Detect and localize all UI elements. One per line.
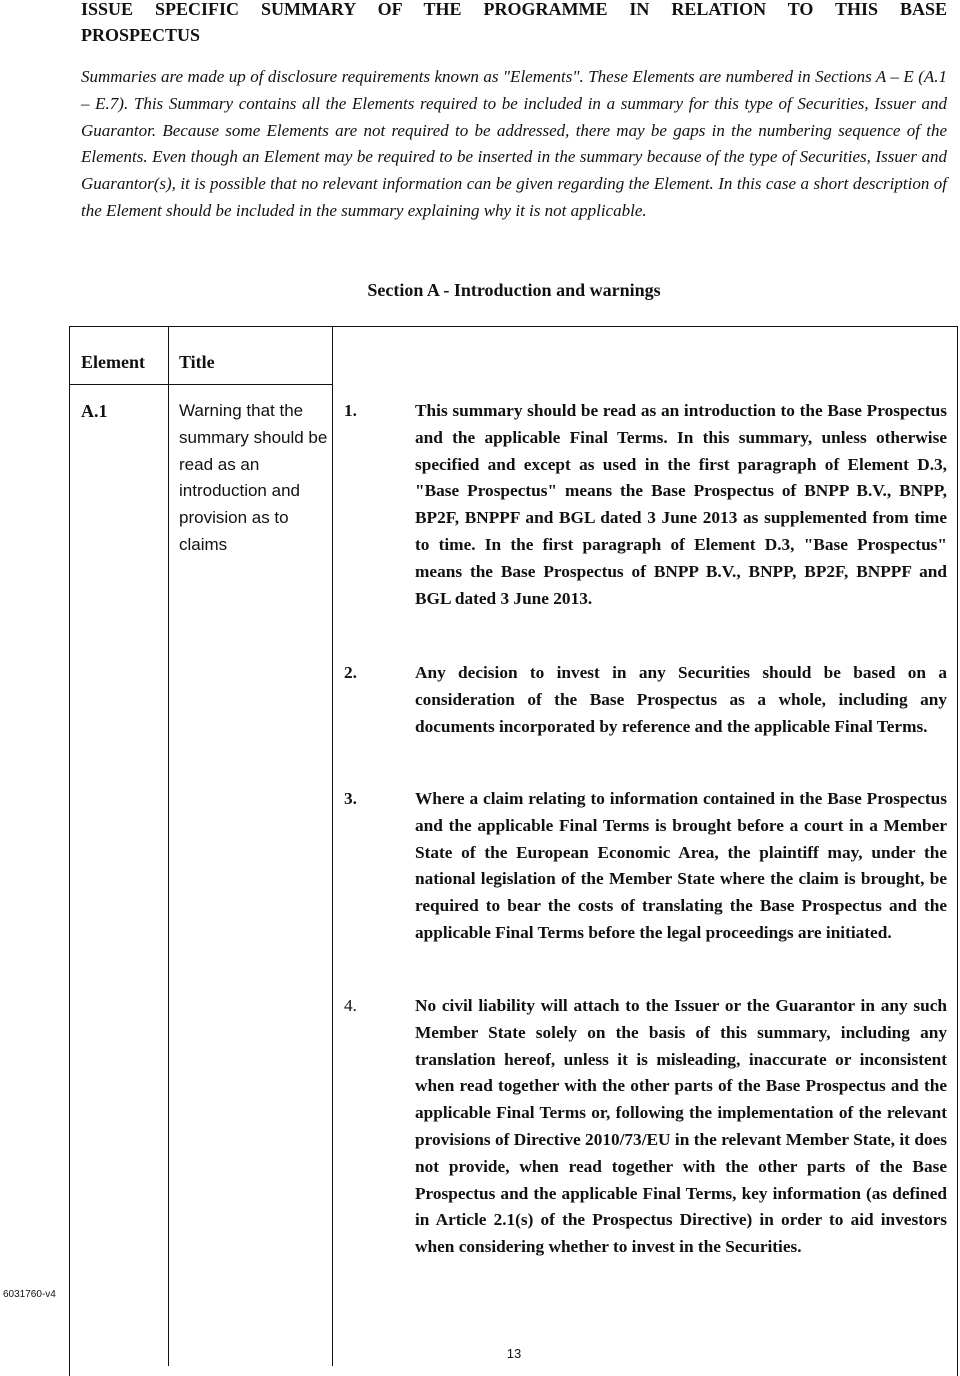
intro-italic-part-1: Summaries are made up of disclosure requirements known as "Elements". These Elements are numbered in Sections A – E (A.1 – E.7). This Summary contains all the Elements required to be included in a summary for this type of Securities, Issuer and Guarantor. Because some Elements are not required to be addressed, there may be gaps in the numbering sequence of the Elements. (81, 67, 947, 167)
item-number: 3. (344, 789, 357, 808)
table-header-rule (69, 384, 332, 385)
item-text: No civil liability will attach to the Issuer or the Guarantor in any such Member State solely on the basis of this summary, including any translation hereof, unless it is misleading, inaccurate or inconsistent when read together with the other parts of the Base Prospectus and the applicable Final Terms or, following the implementation of the relevant provisions of Directive 2010/73/EU in the relevant Member State, it does not provide, when read together with the other parts of the Base Prospectus and the applicable Final Terms, key information (as defined in Article 2.1(s) of the Prospectus Directive) in order to aid investors when considering whether to invest in the Securities. (415, 996, 947, 1257)
document-heading (81, 0, 947, 48)
document-reference: 6031760-v4 (3, 1289, 56, 1300)
intro-italic-part-3: In this case a short description of the Element should be included in the summary explaining why it is not applicable. (81, 174, 948, 220)
heading-line-1: ISSUE SPECIFIC SUMMARY OF THE PROGRAMME IN RELATION TO THIS BASE (81, 0, 947, 19)
item-number: 4. (344, 996, 357, 1015)
list-item (344, 993, 947, 1261)
heading-line-2: PROSPECTUS (81, 25, 201, 45)
table-divider-element (168, 326, 169, 1366)
item-text: This summary should be read as an introduction to the Base Prospectus and the applicable Final Terms. In this summary, unless otherwise specified and except as used in the first paragraph of Element D.3, "Base Prospectus" means the Base Prospectus of BNPP B.V., BNPP, BP2F, BNPPF and BGL dated 3 June 2013 as supplemented from time to time. In the first paragraph of Element D.3, "Base Prospectus" means the Base Prospectus of BNPP B.V., BNPP, BP2F, BNPPF and BGL dated 3 June 2013. (415, 401, 947, 608)
list-item (344, 786, 947, 947)
item-number: 1. (344, 401, 357, 420)
section-title: Section A - Introduction and warnings (367, 280, 661, 300)
intro-italic-part-2: Even though an Element may be required to be inserted in the summary because of the type of Securities, Issuer and Guarantor(s), it is possible that no relevant information can be given regarding the Element. (81, 147, 948, 194)
list-item (344, 398, 947, 612)
intro-paragraph (81, 64, 947, 225)
table-divider-title (332, 326, 333, 1366)
header-element: Element (81, 352, 145, 372)
item-number: 2. (344, 663, 357, 682)
item-text: Where a claim relating to information contained in the Base Prospectus and the applicable Final Terms is brought before a court in a Member State of the European Economic Area, the plaintiff may, under the national legislation of the Member State where the claim is brought, be required to bear the costs of translating the Base Prospectus and the applicable Final Terms before the legal proceedings are initiated. (415, 789, 947, 942)
list-item (344, 660, 947, 740)
page-number: 13 (506, 1346, 522, 1361)
element-title: Warning that the summary should be read as an introduction and provision as to claims (179, 401, 328, 554)
item-text: Any decision to invest in any Securities should be based on a consideration of the Base Prospectus as a whole, including any documents incorporated by reference and the applicable Final Terms. (415, 663, 947, 736)
header-title: Title (179, 352, 215, 372)
element-id: A.1 (81, 401, 108, 421)
